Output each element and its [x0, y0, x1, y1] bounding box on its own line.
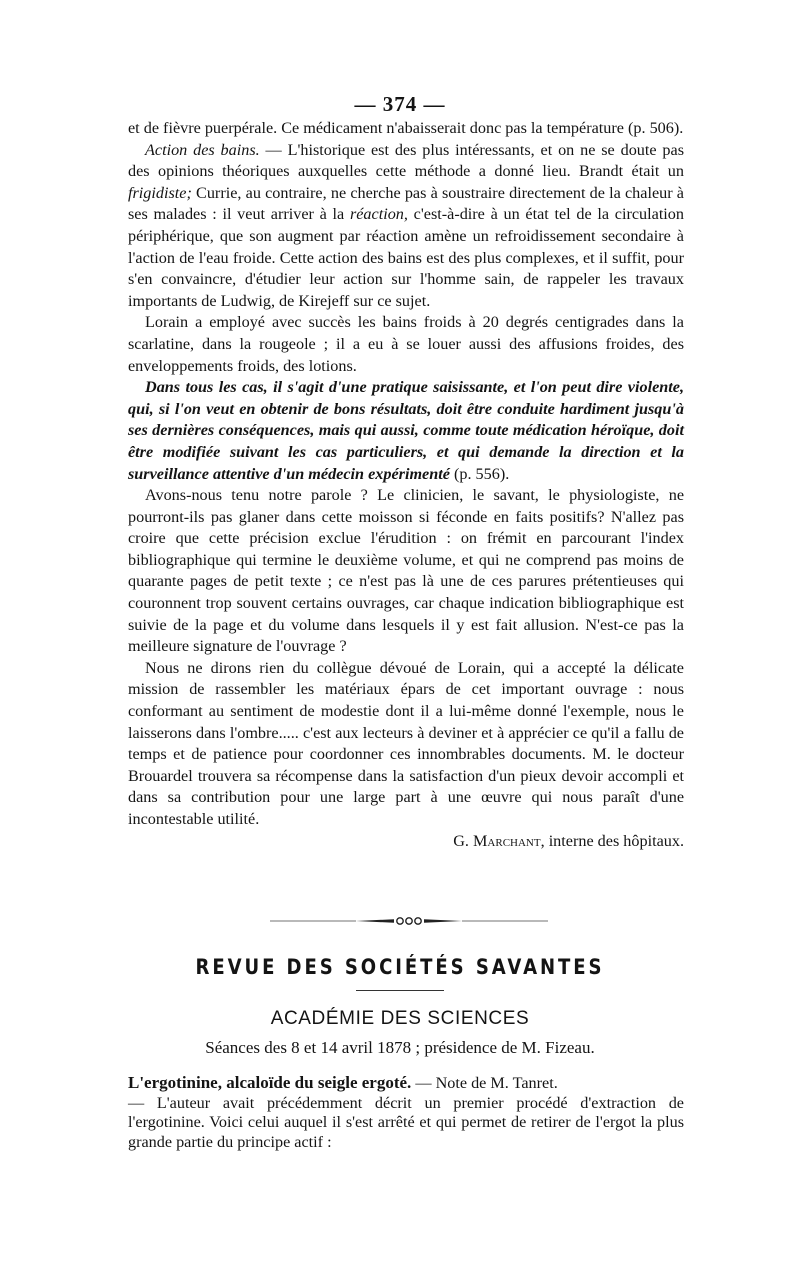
paragraph-colleague: Nous ne dirons rien du collègue dévoué de Lorain, qui a accepté la délicate mission de rassembler les matériaux épars de cet important ouvrage : nous conformant au sentiment de modestie dont il a lui-même donné l'exemple, nous le laisserons dans l'ombre..... c'est aux lecteurs à deviner et à apprécier ce qu'il a fallu de temps et de patience pour coordonner ces innombrables documents. M. le docteur Brouardel trouvera sa récompense dans la satisfaction d'un pieux devoir accompli et dans sa contribution pour une large part à une œuvre qui nous paraît d'une incontestable utilité. [128, 658, 684, 828]
section-rule [356, 990, 444, 991]
ergotinine-note: — Note de M. Tanret. [411, 1074, 558, 1092]
reaction-term: réaction, [349, 205, 408, 224]
section-title: REVUE DES SOCIÉTÉS SAVANTES [195, 955, 605, 979]
signature-role: interne des hôpitaux. [544, 831, 684, 850]
baths-text-a: — L'historique est des plus intéressants, et on ne se doute pas des opinions théoriques auxquelles cette méthode a donné lieu. Brandt était un [128, 140, 684, 181]
baths-text-b: Currie, au contraire, ne cherche pas à soustraire directement de la chaleur à ses malades : il veut arriver à la [128, 183, 684, 224]
baths-text-c: c'est-à-dire à un état tel de la circulation périphérique, que son augment par réaction amène un refroidissement secondaire à l'action de l'eau froide. Cette action des bains est des plus complexes, et il suffit, pour s'en convaincre, d'étudier leur action sur l'homme sain, de rappeler les travaux importants de Ludwig, de Kirejeff sur ce sujet. [128, 205, 684, 310]
page-number: — 374 — [354, 92, 446, 116]
signature-line [128, 831, 684, 853]
quote-ref: (p. 556). [449, 464, 510, 483]
signature-name: G. Marchant, [453, 831, 545, 850]
paragraph-promise: Avons-nous tenu notre parole ? Le clinicien, le savant, le physiologiste, ne pourront-ils pas glaner dans cette moisson si féconde en faits positifs? N'allez pas croire que cette précision exclue l'érudition : on frémit en parcourant l'index bibliographique qui termine le deuxième volume, et qui ne comprend pas moins de quarante pages de petit texte ; ce n'est pas là une de ces parures prétentieuses qui couronnent trop souvent certains ouvrages, car chaque indication bibliographique est suivie de la page et du volume dans lesquels il y est fait allusion. N'est-ce pas la meilleure signature de l'ouvrage ? [128, 486, 684, 656]
paragraph-quote [128, 377, 684, 485]
paragraph-lorain: Lorain a employé avec succès les bains froids à 20 degrés centigrades dans la scarlatine, dans la rougeole ; il a eu à se louer aussi des affusions froides, des enveloppements froids, des lotions. [128, 313, 684, 375]
ergotinine-article [128, 1073, 684, 1152]
academy-heading: ACADÉMIE DES SCIENCES [270, 1008, 530, 1029]
paragraph-baths [128, 140, 684, 313]
review-body [128, 118, 684, 852]
frigidiste-term: frigidiste; [128, 183, 192, 202]
sessions-line: Séances des 8 et 14 avril 1878 ; présidence de M. Fizeau. [205, 1038, 595, 1057]
ornamental-divider [270, 916, 548, 926]
quote-italic: Dans tous les cas, il s'agit d'une pratique saisissante, et l'on peut dire violente, qui, si l'on veut en obtenir de bons résultats, doit être conduite hardiment jusqu'à ses dernières conséquences, mais qui aussi, comme toute médication héroïque, doit être modifiée suivant les cas particuliers, et qui demande la direction et la surveillance attentive d'un médecin expérimenté [128, 378, 684, 483]
paragraph-fever: et de fièvre puerpérale. Ce médicament n'abaisserait donc pas la température (p. 506). [128, 119, 684, 137]
baths-heading: Action des bains. [145, 140, 260, 159]
ergotinine-heading: L'ergotinine, alcaloïde du seigle ergoté. [128, 1073, 412, 1092]
ergotinine-text: — L'auteur avait précédemment décrit un premier procédé d'extraction de l'ergotinine. Voici celui auquel il s'est arrêté et qui permet de retirer de l'ergot la plus grande partie du principe actif : [128, 1093, 684, 1151]
ergotinine-heading-line [128, 1073, 684, 1094]
